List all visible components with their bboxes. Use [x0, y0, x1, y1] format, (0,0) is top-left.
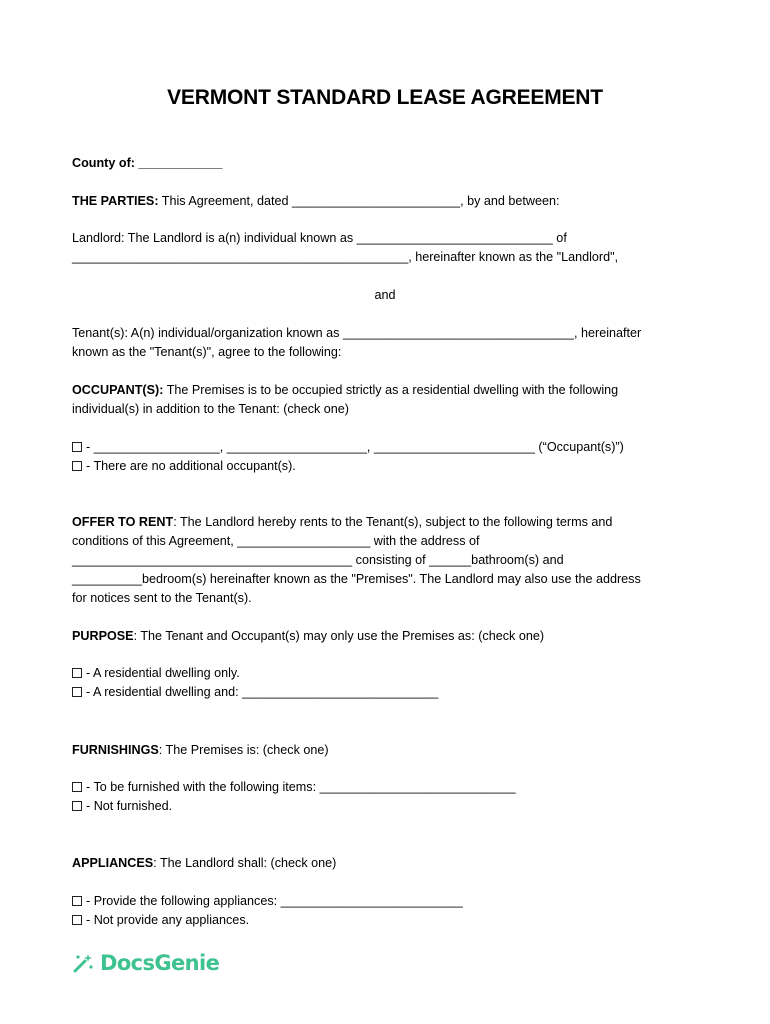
checkbox[interactable]: [72, 461, 82, 471]
parties-heading: THE PARTIES:: [72, 194, 159, 208]
parties-text: This Agreement, dated ________________________, by and between:: [158, 194, 560, 208]
occupants-option-1-label: - __________________, ____________________, _______________________ (“Occupant(s)”): [86, 440, 624, 454]
offer-heading: OFFER TO RENT: [72, 515, 174, 529]
appliances-option-1: [72, 892, 463, 911]
offer-line-5: for notices sent to the Tenant(s).: [72, 591, 252, 605]
offer-text: : The Landlord hereby rents to the Tenant(s), subject to the following terms and: [173, 515, 613, 529]
offer-line-3: ________________________________________ consisting of ______bathroom(s) and: [72, 553, 564, 567]
occupants-option-2: [72, 457, 296, 476]
offer-line-4: __________bedroom(s) hereinafter known as the "Premises". The Landlord may also use the address: [72, 572, 641, 586]
purpose-option-2-label: - A residential dwelling and: ____________________________: [86, 685, 439, 699]
purpose-text: : The Tenant and Occupant(s) may only use the Premises as: (check one): [133, 629, 545, 643]
magic-wand-icon: [72, 952, 94, 974]
document-title: VERMONT STANDARD LEASE AGREEMENT: [167, 86, 603, 109]
parties-line: [72, 192, 560, 211]
occupants-line-1: [72, 381, 618, 400]
furnishings-option-2-label: - Not furnished.: [86, 799, 173, 813]
docsgenie-logo: [72, 948, 219, 978]
appliances-option-2: [72, 911, 249, 930]
furnishings-text: : The Premises is: (check one): [158, 743, 329, 757]
county-line: County of: ____________: [72, 156, 223, 170]
furnishings-option-1-label: - To be furnished with the following items: ____________________________: [86, 780, 516, 794]
landlord-line-2: ________________________________________________, hereinafter known as the "Landlord",: [72, 250, 619, 264]
logo-text: DocsGenie: [100, 951, 220, 975]
tenant-line-2: known as the "Tenant(s)", agree to the following:: [72, 345, 342, 359]
offer-line-1: [72, 513, 612, 532]
checkbox[interactable]: [72, 442, 82, 452]
furnishings-option-2: [72, 797, 172, 816]
furnishings-option-1: [72, 778, 516, 797]
furnishings-heading: FURNISHINGS: [72, 743, 159, 757]
offer-line-2: conditions of this Agreement, ___________________ with the address of: [72, 534, 480, 548]
purpose-option-1-label: - A residential dwelling only.: [86, 666, 240, 680]
appliances-option-1-label: - Provide the following appliances: __________________________: [86, 894, 463, 908]
appliances-line: [72, 854, 336, 873]
purpose-line: [72, 627, 544, 646]
landlord-line-1: Landlord: The Landlord is a(n) individual known as ____________________________ of: [72, 231, 567, 245]
purpose-option-1: [72, 664, 240, 683]
occupants-line-2: individual(s) in addition to the Tenant: (check one): [72, 402, 349, 416]
tenant-line-1: Tenant(s): A(n) individual/organization known as _________________________________, hereinafter: [72, 326, 642, 340]
checkbox[interactable]: [72, 801, 82, 811]
occupants-option-1: [72, 438, 624, 457]
checkbox[interactable]: [72, 782, 82, 792]
appliances-option-2-label: - Not provide any appliances.: [86, 913, 250, 927]
checkbox[interactable]: [72, 687, 82, 697]
checkbox[interactable]: [72, 915, 82, 925]
purpose-heading: PURPOSE: [72, 629, 134, 643]
checkbox[interactable]: [72, 668, 82, 678]
furnishings-line: [72, 741, 329, 760]
occupants-heading: OCCUPANT(S):: [72, 383, 164, 397]
and-text: and: [374, 288, 396, 302]
purpose-option-2: [72, 683, 438, 702]
appliances-heading: APPLIANCES: [72, 856, 154, 870]
appliances-text: : The Landlord shall: (check one): [153, 856, 337, 870]
checkbox[interactable]: [72, 896, 82, 906]
occupants-option-2-label: - There are no additional occupant(s).: [86, 459, 296, 473]
occupants-text: The Premises is to be occupied strictly as a residential dwelling with the following: [163, 383, 619, 397]
